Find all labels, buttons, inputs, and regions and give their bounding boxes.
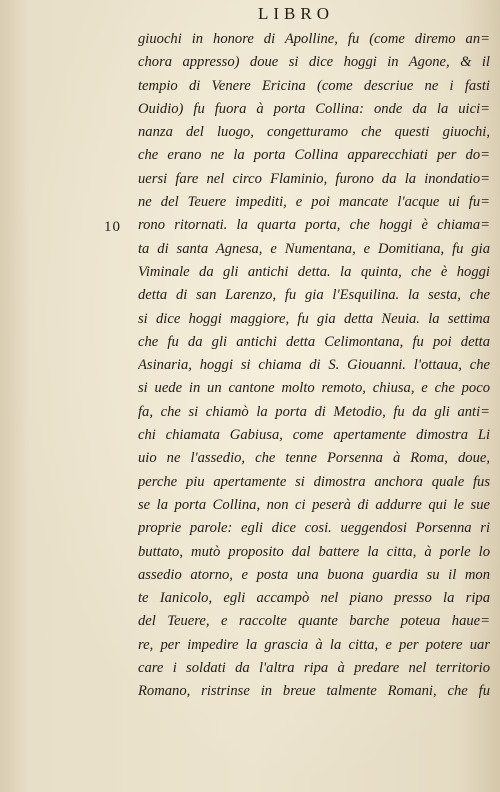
text-line: chora appresso) doue si dice hoggi in Agone, & il xyxy=(138,54,490,71)
text-line: giuochi in honore di Apolline, fu (come diremo an= xyxy=(138,31,490,47)
text-line: assedio atorno, e posta una buona guardia su il mon xyxy=(138,566,490,583)
text-line: ta di santa Agnesa, e Numentana, e Domitiana, fu gia xyxy=(138,240,490,257)
text-line: rono ritornati. la quarta porta, che hoggi è chiama= xyxy=(138,217,490,234)
text-line: nanza del luogo, congetturamo che questi giuochi, xyxy=(138,124,490,141)
text-line: che fu da gli antichi detta Celimontana, fu poi detta xyxy=(138,333,490,350)
text-line: se la porta Collina, non ci peserà di addurre qui le sue xyxy=(138,496,490,513)
text-line: del Teuere, e raccolte quante barche poteua haue= xyxy=(138,613,490,630)
text-line: Viminale da gli antichi detta. la quinta, che è hoggi xyxy=(138,263,490,280)
text-line: perche piu apertamente si dimostra anchora quale fus xyxy=(138,473,490,490)
text-line: ne del Teuere impediti, e poi mancate l'acque ui fu= xyxy=(138,194,490,211)
text-line: che erano ne la porta Collina apparecchiati per do= xyxy=(138,147,490,164)
margin-line-number: 10 xyxy=(104,219,121,235)
text-line: proprie parole: egli dice cosi. ueggendosi Porsenna ri xyxy=(138,520,490,537)
text-line: chi chiamata Gabiusa, come apertamente dimostra Li xyxy=(138,427,490,444)
text-line: te Ianicolo, egli accampò nel piano presso la ripa xyxy=(138,590,490,607)
text-line: Romano, ristrinse in breue talmente Romani, che fu xyxy=(138,683,490,700)
running-title: LIBRO xyxy=(258,4,334,23)
text-line: tempio di Venere Ericina (come descriue ne i fasti xyxy=(138,77,490,94)
text-line: Asinaria, hoggi si chiama di S. Giouanni. l'ottaua, che xyxy=(138,357,490,374)
text-line: Ouidio) fu fuora à porta Collina: onde da la uici= xyxy=(138,100,490,117)
text-line: uersi fare nel circo Flaminio, furono da la inondatio= xyxy=(138,170,490,187)
text-line: fa, che si chiamò la porta di Metodio, fu da gli anti= xyxy=(138,403,490,420)
text-line: si dice hoggi maggiore, fu gia detta Neuia. la settima xyxy=(138,310,490,327)
text-line: si uede in un cantone molto remoto, chiusa, e che poco xyxy=(138,380,490,397)
text-line: re, per impedire la grascia à la citta, e per potere uar xyxy=(138,636,490,653)
text-line: care i soldati da l'altra ripa à predare nel territorio xyxy=(138,660,490,677)
text-line: detta di san Larenzo, fu gia l'Esquilina. la sesta, che xyxy=(138,287,490,304)
body-text xyxy=(138,28,490,704)
text-line: buttato, mutò proposito dal battere la citta, à porle lo xyxy=(138,543,490,560)
text-line: uio ne l'assedio, che tenne Porsenna à Roma, doue, xyxy=(138,450,490,467)
